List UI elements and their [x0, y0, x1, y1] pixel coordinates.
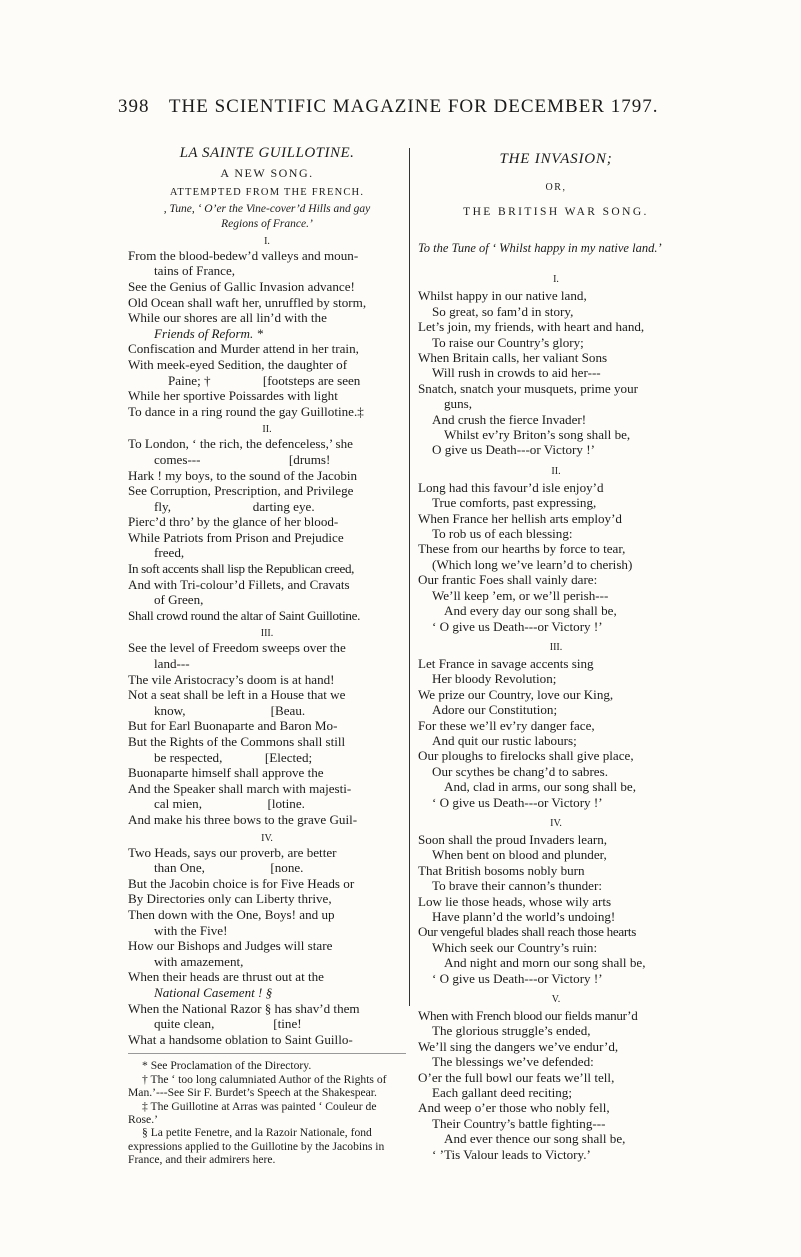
poem-line: For these we’ll ev’ry danger face, [418, 717, 595, 733]
poem-line: To dance in a ring round the gay Guillotine.‡ [128, 403, 364, 419]
poem-line: land--- [154, 656, 190, 672]
poem-line: How our Bishops and Judges will stare [128, 938, 333, 954]
poem-line: To London, ‘ the rich, the defenceless,’ she [128, 436, 353, 452]
poem-line: Friends of Reform. * [154, 325, 264, 341]
poem-line: guns, [444, 396, 473, 412]
poem-line: with amazement, [154, 953, 244, 969]
page-number: 398 [118, 96, 150, 117]
poem-line: Her bloody Revolution; [432, 671, 557, 687]
poem-line: But for Earl Buonaparte and Baron Mo- [128, 718, 338, 734]
poem-line: When Britain calls, her valiant Sons [418, 350, 608, 365]
poem-line: Whilst happy in our native land, [418, 288, 587, 304]
poem-line: True comforts, past expressing, [432, 495, 597, 511]
right-poem-title: THE INVASION; [499, 151, 613, 167]
stanza-number: III. [260, 628, 274, 640]
left-stanza-4 [128, 845, 406, 1048]
poem-line: Our vengeful blades shall reach those hearts [418, 924, 637, 940]
poem-line: To rob us of each blessing: [432, 526, 573, 542]
footnote: § La petite Fenetre, and la Razoir Nationale, fond expressions applied to the Guillotine by the Jacobins in France, and their admirers here. [128, 1126, 385, 1167]
poem-line: National Casement ! § [154, 984, 273, 1000]
poem-line: The glorious struggle’s ended, [432, 1023, 591, 1039]
footnote: ‡ The Guillotine at Arras was painted ‘ Couleur de Rose.’ [128, 1099, 377, 1126]
footnote: * See Proclamation of the Directory. [142, 1059, 312, 1073]
poem-line: That British bosoms nobly burn [418, 862, 585, 878]
poem-line: To brave their cannon’s thunder: [432, 878, 602, 894]
poem-line: And ever thence our song shall be, [444, 1131, 626, 1147]
stanza-number: II. [262, 424, 272, 436]
poem-line: Then down with the One, Boys! and up [128, 906, 335, 922]
poem-line: ‘ O give us Death---or Victory !’ [432, 794, 603, 810]
poem-line: Whilst ev’ry Briton’s song shall be, [444, 427, 631, 443]
poem-line: ‘ ’Tis Valour leads to Victory.’ [432, 1146, 591, 1162]
poem-line: And make his three bows to the grave Guil- [128, 811, 358, 827]
poem-line: comes--- [drums! [154, 451, 331, 467]
poem-line: When the National Razor § has shav’d them [128, 1000, 360, 1016]
stanza-number: I. [553, 274, 559, 286]
poem-line: The blessings we’ve defended: [432, 1054, 594, 1070]
poem-line: See Corruption, Prescription, and Privilege [128, 483, 354, 499]
left-stanza-2 [128, 436, 406, 623]
poem-line: With meek-eyed Sedition, the daughter of [128, 356, 348, 372]
poem-line: We’ll sing the dangers we’ve endur’d, [418, 1038, 619, 1054]
poem-line: While our shores are all lin’d with the [128, 310, 327, 326]
poem-line: And the Speaker shall march with majesti- [128, 780, 352, 796]
poem-line: And, clad in arms, our song shall be, [444, 779, 637, 795]
poem-line: And night and morn our song shall be, [444, 955, 646, 971]
poem-line: When with French blood our fields manur’d [418, 1008, 638, 1024]
poem-line: We’ll keep ’em, or we’ll perish--- [432, 587, 609, 603]
poem-line: Let’s join, my friends, with heart and hand, [418, 319, 645, 335]
poem-line: From the blood-bedew’d valleys and moun- [128, 247, 359, 263]
running-head [118, 96, 658, 118]
poem-line: And every day our song shall be, [444, 603, 617, 619]
left-stanza-1 [128, 248, 406, 420]
poem-line: Hark ! my boys, to the sound of the Jacobin [128, 467, 358, 483]
poem-line: And quit our rustic labours; [432, 732, 577, 748]
poem-line: What a handsome oblation to Saint Guillo- [128, 1031, 353, 1047]
poem-line: be respected, [Elected; [154, 749, 313, 765]
poem-line: Buonaparte himself shall approve the [128, 765, 324, 781]
poem-line: While Patriots from Prison and Prejudice [128, 529, 344, 545]
poem-line: (Which long we’ve learn’d to cherish) [432, 556, 633, 572]
poem-line: Long had this favour’d isle enjoy’d [418, 479, 604, 495]
poem-line: Paine; † [footsteps are seen [168, 372, 361, 388]
right-poem-subtitle: THE BRITISH WAR SONG. [463, 206, 649, 219]
left-poem-subtitle: A NEW SONG. [220, 165, 314, 180]
poem-line: freed, [154, 545, 185, 561]
right-poem-or: OR, [545, 181, 567, 193]
left-column [128, 146, 406, 1167]
poem-line: Confiscation and Murder attend in her train, [128, 341, 359, 357]
poem-line: See the level of Freedom sweeps over the [128, 640, 346, 656]
poem-line: The vile Aristocracy’s doom is at hand! [128, 671, 335, 687]
poem-line: But the Rights of the Commons shall still [128, 734, 346, 749]
stanza-number: IV. [550, 817, 562, 829]
poem-line: with the Five! [154, 922, 228, 938]
poem-line: Have plann’d the world’s undoing! [432, 909, 616, 924]
poem-line: Low lie those heads, whose wily arts [418, 893, 612, 909]
poem-line: While her sportive Poissardes with light [128, 388, 338, 404]
right-stanza-4 [418, 832, 694, 986]
poem-line: of Green, [154, 592, 204, 608]
poem-line: Two Heads, says our proverb, are better [128, 844, 337, 860]
footnotes [128, 1053, 406, 1166]
poem-line: tains of France, [154, 263, 236, 279]
stanza-number: III. [549, 641, 563, 653]
right-stanza-5 [418, 1008, 694, 1162]
poem-line: Will rush in crowds to aid her--- [432, 365, 601, 381]
poem-line: When their heads are thrust out at the [128, 969, 324, 985]
poem-line: Pierc’d thro’ by the glance of her blood- [128, 514, 339, 530]
poem-line: ‘ O give us Death---or Victory !’ [432, 970, 603, 986]
left-poem-attribution: ATTEMPTED FROM THE FRENCH. [169, 187, 365, 199]
poem-line: Soon shall the proud Invaders learn, [418, 831, 608, 847]
poem-line: When France her hellish arts employ’d [418, 510, 622, 526]
right-stanza-2 [418, 480, 694, 634]
running-head-title: THE SCIENTIFIC MAGAZINE FOR DECEMBER 1797. [168, 96, 659, 117]
poem-line: Our scythes be chang’d to sabres. [432, 763, 608, 779]
column-divider [409, 148, 410, 1006]
right-stanza-3 [418, 656, 694, 810]
poem-line: Our ploughs to firelocks shall give place, [418, 748, 634, 764]
poem-line: quite clean, [tine! [154, 1016, 302, 1032]
poem-line: Shall crowd round the altar of Saint Guillotine. [128, 607, 361, 623]
left-poem-tune-line-1: , Tune, ‘ O’er the Vine-cover’d Hills and gay [163, 202, 371, 215]
poem-line: When bent on blood and plunder, [432, 847, 607, 863]
poem-line: These from our hearths by force to tear, [418, 541, 626, 557]
right-poem-tune: To the Tune of ‘ Whilst happy in my native land.’ [418, 240, 662, 255]
left-stanza-3 [128, 640, 406, 827]
stanza-number: V. [551, 994, 561, 1006]
poem-line: By Directories only can Liberty thrive, [128, 891, 332, 907]
poem-line: Our frantic Foes shall vainly dare: [418, 572, 598, 588]
poem-line: O give us Death---or Victory !’ [432, 442, 595, 458]
poem-line: And crush the fierce Invader! [432, 411, 587, 427]
poem-line: Not a seat shall be left in a House that we [128, 687, 346, 703]
poem-line: In soft accents shall lisp the Republican creed, [128, 561, 355, 577]
poem-line: And weep o’er those who nobly fell, [418, 1100, 610, 1116]
poem-line: than One, [none. [154, 860, 304, 876]
poem-line: To raise our Country’s glory; [432, 334, 584, 350]
right-column [418, 150, 694, 1162]
poem-line: know, [Beau. [154, 702, 306, 718]
poem-line: Adore our Constitution; [432, 702, 558, 718]
left-poem-tune-line-2: Regions of France.’ [221, 217, 313, 230]
poem-line: ‘ O give us Death---or Victory !’ [432, 618, 603, 634]
poem-line: See the Genius of Gallic Invasion advance! [128, 278, 355, 294]
right-stanza-1 [418, 288, 694, 457]
poem-line: But the Jacobin choice is for Five Heads or [128, 875, 355, 891]
poem-line: O’er the full bowl our feats we’ll tell, [418, 1069, 615, 1085]
poem-line: fly, darting eye. [154, 498, 315, 514]
poem-line: And with Tri-colour’d Fillets, and Cravats [128, 576, 350, 592]
poem-line: Each gallant deed reciting; [432, 1085, 572, 1101]
poem-line: Old Ocean shall waft her, unruffled by storm, [128, 294, 367, 310]
poem-line: Their Country’s battle fighting--- [432, 1115, 606, 1131]
poem-line: Snatch, snatch your musquets, prime your [418, 380, 639, 396]
poem-line: Which seek our Country’s ruin: [432, 939, 598, 955]
poem-line: Let France in savage accents sing [418, 655, 594, 671]
stanza-number: II. [551, 465, 561, 477]
footnote: † The ‘ too long calumniated Author of the Rights of Man.’---See Sir F. Burdet’s Speech at the Shakespear. [128, 1072, 387, 1100]
poem-line: We prize our Country, love our King, [418, 686, 614, 702]
left-poem-title: LA SAINTE GUILLOTINE. [179, 145, 355, 161]
stanza-number: IV. [261, 832, 273, 844]
stanza-number: I. [264, 235, 270, 247]
poem-line: cal mien, [lotine. [154, 796, 305, 812]
poem-line: So great, so fam’d in story, [432, 303, 574, 319]
